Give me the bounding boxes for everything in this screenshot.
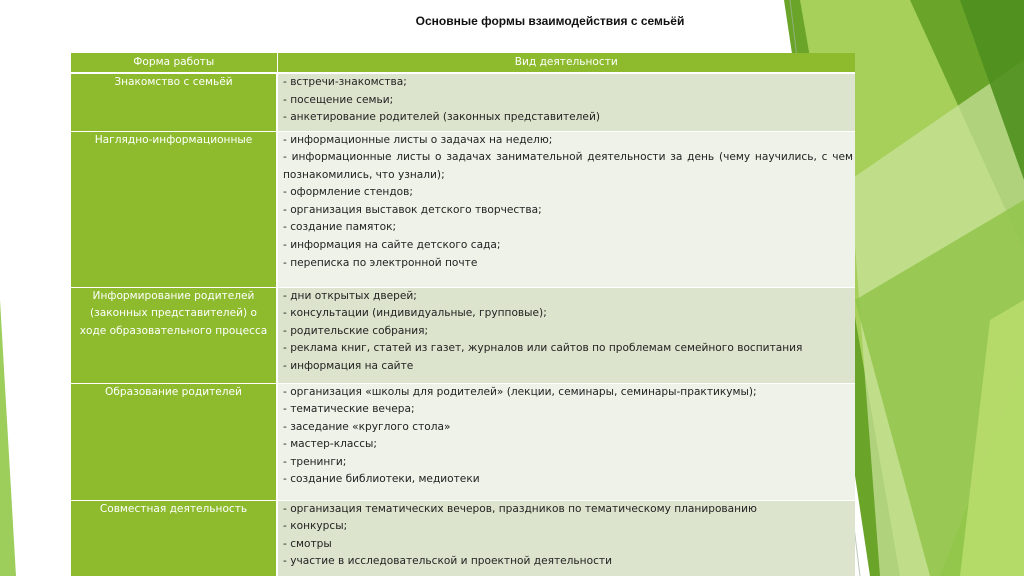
form-cell: Знакомство с семьёй — [71, 73, 277, 131]
table-row — [71, 383, 855, 500]
activity-item: - создание памяток; — [283, 221, 397, 234]
activity-item: - анкетирование родителей (законных представителей) — [283, 111, 600, 124]
activity-item: - организация выставок детского творчества; — [283, 203, 542, 216]
activity-item: - дни открытых дверей; — [283, 289, 417, 302]
activity-item: - организация «школы для родителей» (лекции, семинары, семинары-практикумы); — [283, 385, 757, 398]
activity-item: - смотры — [283, 537, 332, 550]
activity-item: - встречи-знакомства; — [283, 76, 407, 88]
activity-item: - родительские собрания; — [283, 324, 429, 337]
table-row — [71, 500, 855, 576]
activity-item: - информационные листы о задачах занимательной деятельности за день (чему научились, с чем познакомились, что узнали); — [283, 151, 853, 181]
activity-item: - тренинги; — [283, 455, 347, 468]
activity-item: - реклама книг, статей из газет, журналов или сайтов по проблемам семейного воспитания — [283, 342, 803, 355]
activities-cell — [277, 500, 855, 576]
activities-cell — [277, 383, 855, 500]
activity-item: - организация тематических вечеров, праздников по тематическому планированию — [283, 502, 757, 515]
page-title: Основные формы взаимодействия с семьёй — [415, 14, 685, 28]
form-cell: Образование родителей — [71, 383, 277, 500]
activity-item: - посещение семьи; — [283, 93, 394, 106]
activity-item: - информационные листы о задачах на неделю; — [283, 133, 553, 146]
activity-item: - конкурсы; — [283, 520, 348, 533]
table-row — [71, 287, 855, 383]
interaction-forms-table — [71, 53, 855, 577]
activity-item: - переписка по электронной почте — [283, 256, 478, 269]
activity-item: - заседание «круглого стола» — [283, 420, 451, 433]
activity-item: - мастер-классы; — [283, 438, 377, 451]
form-cell: Совместная деятельность — [71, 500, 277, 576]
activity-item: - участие в исследовательской и проектной деятельности — [283, 555, 612, 568]
table-row — [71, 131, 855, 287]
activities-cell — [277, 131, 855, 287]
column-header-form: Форма работы — [71, 53, 277, 73]
activity-item: - создание библиотеки, медиотеки — [283, 473, 480, 486]
activity-item: - тематические вечера; — [283, 403, 415, 416]
activities-cell — [277, 287, 855, 383]
left-leaf-shape — [0, 300, 16, 576]
column-header-activity: Вид деятельности — [277, 53, 855, 73]
activities-cell — [277, 73, 855, 131]
form-cell: Наглядно-информационные — [71, 131, 277, 287]
activity-item: - информация на сайте — [283, 359, 414, 372]
table-header-row — [71, 53, 855, 73]
activity-item: - оформление стендов; — [283, 186, 413, 199]
activity-item: - консультации (индивидуальные, групповые); — [283, 307, 547, 320]
table-row — [71, 73, 855, 131]
form-cell: Информирование родителей (законных представителей) о ходе образовательного процесса — [71, 287, 277, 383]
activity-item: - информация на сайте детского сада; — [283, 239, 501, 252]
